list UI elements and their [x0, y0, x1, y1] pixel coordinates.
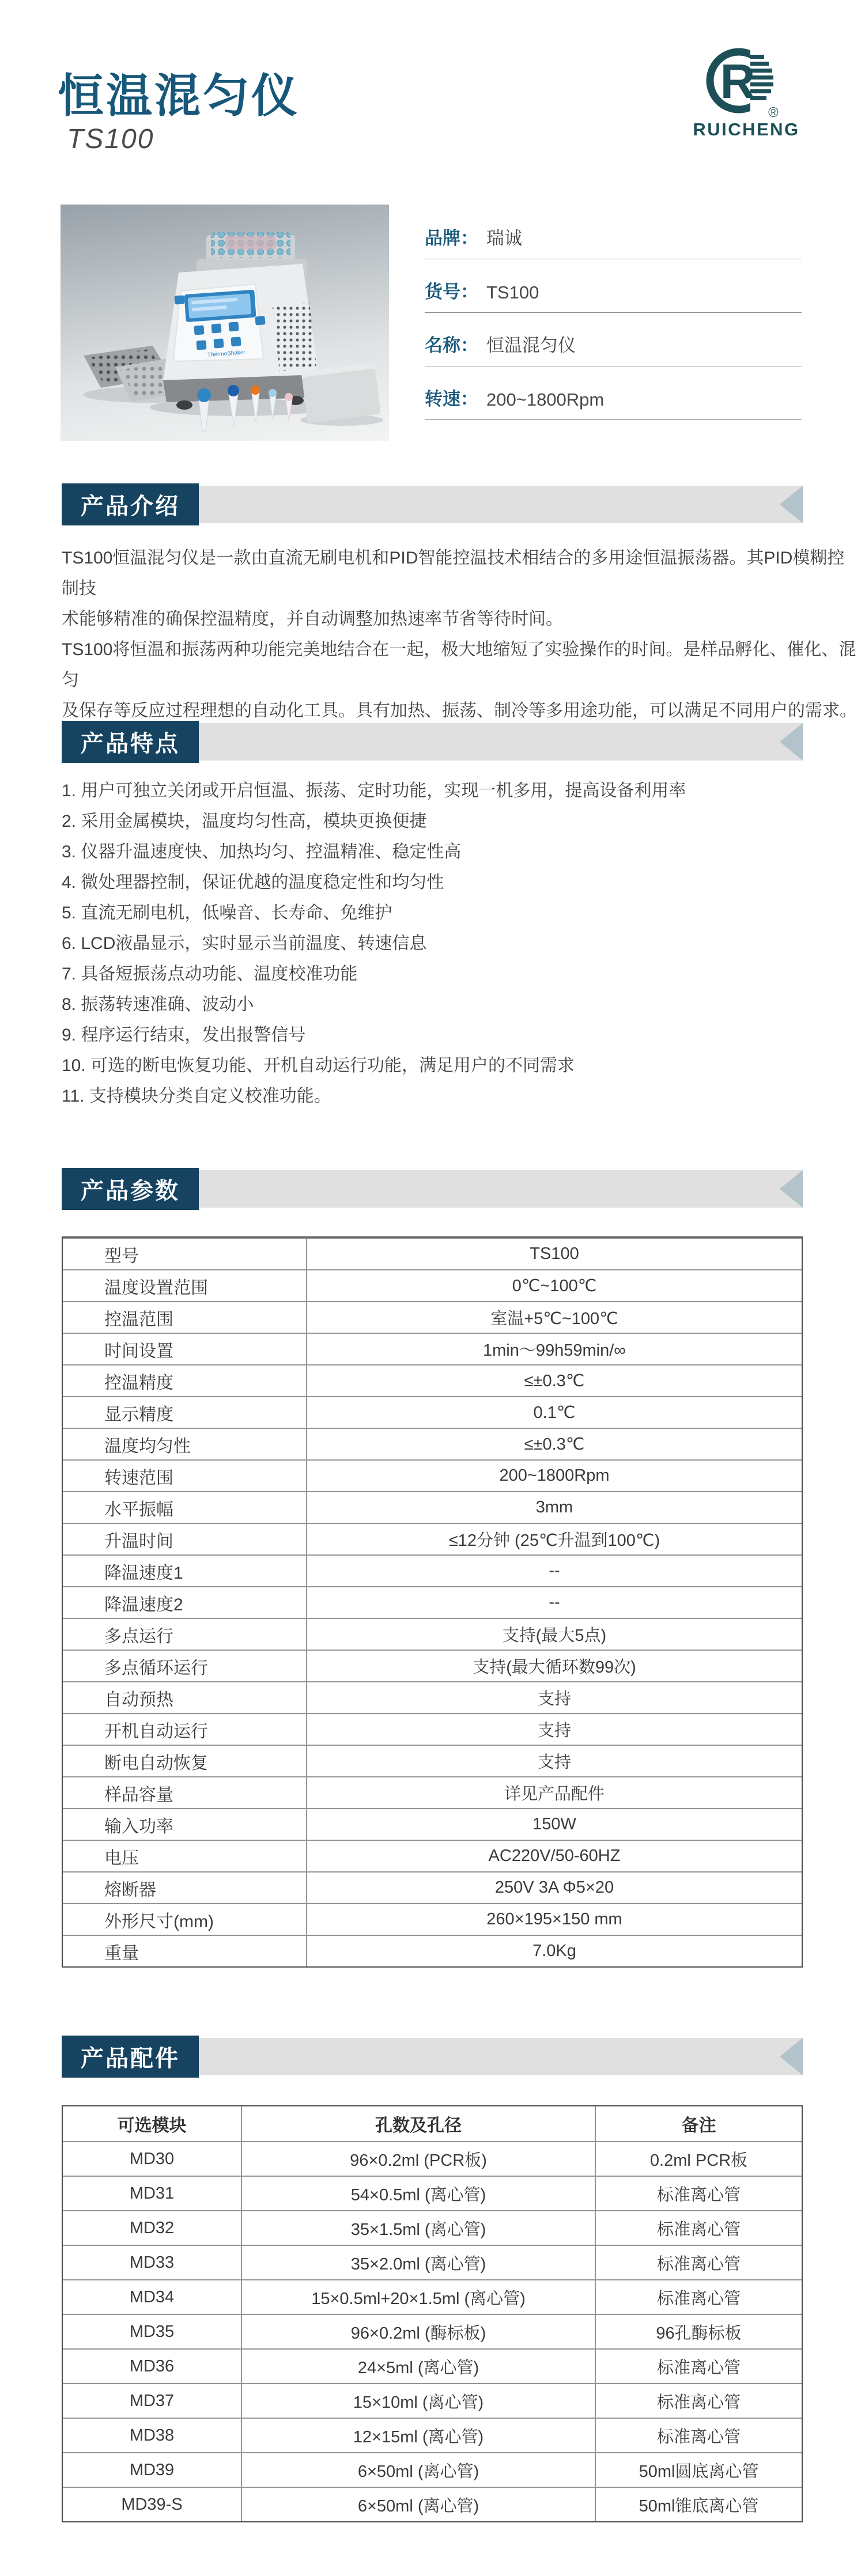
accessory-spec: 24×5ml (离心管): [242, 2350, 596, 2383]
accessory-note: 0.2ml PCR板: [649, 2151, 748, 2170]
accessory-spec: 15×0.5ml+20×1.5ml (离心管): [242, 2280, 596, 2314]
accessory-spec: 35×1.5ml (离心管): [242, 2211, 596, 2245]
accessories-header-module: 可选模块: [63, 2106, 242, 2141]
product-info-label: 名称：: [425, 335, 478, 355]
parameter-value: 支持: [537, 1753, 571, 1772]
ruicheng-logo-icon: [686, 43, 807, 142]
accessories-row: [63, 2245, 802, 2279]
accessory-note: 50ml圆底离心管: [639, 2462, 759, 2481]
svg-text:®: ®: [768, 105, 779, 120]
feature-item: 6. LCD液晶显示，实时显示当前温度、转速信息: [62, 934, 427, 953]
accessory-note: 标准离心管: [656, 2427, 741, 2446]
accessories-row: [63, 2383, 802, 2418]
svg-text:R: R: [720, 54, 756, 108]
feature-item: 5. 直流无刷电机，低噪音、长寿命、免维护: [62, 903, 392, 922]
accessory-spec: 96×0.2ml (酶标板): [242, 2315, 596, 2348]
product-photo: [61, 205, 389, 441]
accessory-model: MD32: [63, 2211, 242, 2245]
parameter-label: 自动预热: [63, 1682, 307, 1713]
accessory-model: MD36: [63, 2350, 242, 2383]
intro-paragraphs: [62, 543, 857, 726]
parameter-row: [63, 1554, 802, 1586]
feature-item: 4. 微处理器控制，保证优越的温度稳定性和均匀性: [62, 873, 444, 892]
section-header-features: [62, 723, 803, 761]
parameter-value: 支持(最大循环数99次): [473, 1658, 636, 1677]
parameter-row: [63, 1681, 802, 1713]
accessories-header-note: 备注: [681, 2116, 716, 2135]
parameter-row: [63, 1586, 802, 1618]
parameter-value: 支持(最大5点): [502, 1626, 607, 1645]
accessory-spec: 6×50ml (离心管): [242, 2488, 596, 2521]
intro-line: TS100恒温混匀仪是一款由直流无刷电机和PID智能控温技术相结合的多用途恒温振荡器。其PID模糊控制技: [62, 549, 845, 598]
parameter-value: 1min～99h59min/∞: [483, 1341, 626, 1360]
accessories-row: [63, 2418, 802, 2452]
parameter-label: 降温速度1: [63, 1556, 307, 1586]
parameter-value: 150W: [532, 1815, 576, 1833]
parameter-value: 260×195×150 mm: [486, 1910, 622, 1928]
feature-item: 9. 程序运行结束，发出报警信号: [62, 1026, 306, 1045]
parameter-row: [63, 1301, 802, 1333]
section-header-accessories: [62, 2038, 803, 2075]
parameter-label: 型号: [63, 1239, 307, 1269]
accessory-spec: 6×50ml (离心管): [242, 2453, 596, 2487]
accessory-note: 标准离心管: [656, 2255, 741, 2274]
parameter-label: 样品容量: [63, 1777, 307, 1808]
section-title-params: 产品参数: [62, 1168, 199, 1210]
parameter-label: 水平振幅: [63, 1492, 307, 1523]
parameter-row: [63, 1935, 802, 1966]
parameter-row: [63, 1713, 802, 1745]
accessories-row: [63, 2279, 802, 2314]
accessories-table: [62, 2105, 803, 2522]
parameter-label: 输入功率: [63, 1809, 307, 1840]
parameter-row: [63, 1871, 802, 1903]
feature-item: 10. 可选的断电恢复功能、开机自动运行功能，满足用户的不同需求: [62, 1056, 575, 1075]
product-info-value: TS100: [486, 282, 539, 302]
section-title-intro: 产品介绍: [62, 483, 199, 525]
parameter-label: 多点运行: [63, 1619, 307, 1650]
accessories-header-spec: 孔数及孔径: [242, 2106, 596, 2141]
parameter-value: 0.1℃: [533, 1404, 576, 1422]
parameter-row: [63, 1364, 802, 1396]
intro-line: 术能够精准的确保控温精度，并自动调整加热速率节省等待时间。: [62, 610, 563, 629]
accessory-note: 50ml锥底离心管: [639, 2496, 759, 2516]
product-info-row: [425, 366, 802, 420]
parameter-label: 控温精度: [63, 1365, 307, 1396]
parameter-row: [63, 1269, 802, 1301]
accessories-row: [63, 2176, 802, 2210]
feature-list: [62, 776, 857, 1111]
product-info-table: [425, 206, 802, 420]
accessories-row: [63, 2210, 802, 2245]
parameter-row: [63, 1428, 802, 1459]
section-title-features: 产品特点: [62, 721, 199, 763]
parameter-row: [63, 1808, 802, 1840]
parameter-label: 熔断器: [63, 1873, 307, 1903]
parameter-row: [63, 1650, 802, 1681]
accessory-note: 标准离心管: [656, 2289, 741, 2308]
parameter-row: [63, 1903, 802, 1935]
accessory-note: 标准离心管: [656, 2358, 741, 2377]
accessory-spec: 96×0.2ml (PCR板): [242, 2142, 596, 2176]
feature-item: 3. 仪器升温速度快、加热均匀、控温精准、稳定性高: [62, 842, 462, 861]
parameter-row: [63, 1238, 802, 1269]
intro-line: 及保存等反应过程理想的自动化工具。具有加热、振荡、制冷等多用途功能，可以满足不同用户的需求。: [62, 701, 857, 720]
accessory-model: MD33: [63, 2246, 242, 2279]
parameter-label: 断电自动恢复: [63, 1746, 307, 1776]
parameter-value: 0℃~100℃: [512, 1277, 597, 1295]
product-photo-illustration: [61, 205, 389, 441]
parameter-value: 支持: [537, 1690, 571, 1708]
product-info-value: 200~1800Rpm: [486, 389, 605, 410]
product-info-label: 转速：: [425, 389, 478, 409]
parameter-label: 控温范围: [63, 1302, 307, 1333]
product-info-value: 恒温混匀仪: [486, 335, 576, 355]
parameter-value: 详见产品配件: [504, 1785, 605, 1803]
accessory-spec: 54×0.5ml (离心管): [242, 2177, 596, 2210]
feature-item: 11. 支持模块分类自定义校准功能。: [62, 1087, 331, 1106]
parameter-label: 升温时间: [63, 1524, 307, 1554]
section-title-accessories: 产品配件: [62, 2036, 199, 2078]
accessories-row: [63, 2452, 802, 2487]
parameter-row: [63, 1523, 802, 1554]
parameter-value: --: [549, 1561, 560, 1580]
accessory-note: 标准离心管: [656, 2185, 741, 2204]
accessory-note: 标准离心管: [656, 2393, 741, 2412]
accessory-model: MD38: [63, 2419, 242, 2452]
accessory-model: MD37: [63, 2384, 242, 2418]
parameter-value: ≤12分钟 (25℃升温到100℃): [448, 1531, 660, 1550]
parameter-row: [63, 1840, 802, 1871]
brand-logo-icon: [686, 43, 807, 142]
intro-line: TS100将恒温和振荡两种功能完美地结合在一起，极大地缩短了实验操作的时间。是样品孵化、催化、混匀: [62, 640, 856, 690]
parameter-value: ≤±0.3℃: [524, 1372, 585, 1390]
parameter-value: 3mm: [535, 1498, 573, 1516]
accessory-model: MD35: [63, 2315, 242, 2348]
accessory-model: MD34: [63, 2280, 242, 2314]
parameter-row: [63, 1396, 802, 1428]
product-info-label: 品牌：: [425, 228, 478, 248]
accessory-spec: 15×10ml (离心管): [242, 2384, 596, 2418]
feature-item: 8. 振荡转速准确、波动小: [62, 995, 254, 1014]
product-info-row: [425, 206, 802, 259]
accessory-model: MD30: [63, 2142, 242, 2176]
accessory-model: MD39-S: [63, 2488, 242, 2521]
accessory-note: 标准离心管: [656, 2220, 741, 2239]
parameter-row: [63, 1333, 802, 1364]
parameter-row: [63, 1459, 802, 1491]
section-header-params: [62, 1170, 803, 1208]
feature-item: 1. 用户可独立关闭或开启恒温、振荡、定时功能，实现一机多用，提高设备利用率: [62, 781, 686, 800]
accessories-row: [63, 2487, 802, 2521]
product-info-row: [425, 259, 802, 313]
parameter-label: 显示精度: [63, 1397, 307, 1428]
parameter-label: 时间设置: [63, 1334, 307, 1364]
svg-text:ThermoShaker: ThermoShaker: [207, 349, 246, 358]
parameter-label: 转速范围: [63, 1461, 307, 1491]
parameter-value: 支持: [537, 1722, 571, 1740]
page-model: TS100: [67, 124, 154, 154]
parameter-row: [63, 1491, 802, 1523]
product-info-row: [425, 313, 802, 366]
accessory-model: MD39: [63, 2453, 242, 2487]
parameter-value: 室温+5℃~100℃: [490, 1310, 618, 1328]
accessory-model: MD31: [63, 2177, 242, 2210]
parameter-value: TS100: [530, 1245, 579, 1263]
accessory-note: 96孔酶标板: [656, 2324, 742, 2343]
parameter-row: [63, 1618, 802, 1650]
feature-item: 7. 具备短振荡点动功能、温度校准功能: [62, 964, 358, 984]
parameter-label: 温度设置范围: [63, 1270, 307, 1301]
accessories-row: [63, 2348, 802, 2383]
product-info-value: 瑞诚: [486, 228, 522, 248]
product-info-label: 货号：: [425, 282, 478, 302]
parameter-label: 开机自动运行: [63, 1714, 307, 1745]
accessories-row: [63, 2314, 802, 2348]
svg-text:RUICHENG: RUICHENG: [693, 119, 800, 139]
feature-item: 2. 采用金属模块，温度均匀性高，模块更换便捷: [62, 812, 427, 831]
parameter-label: 重量: [63, 1936, 307, 1966]
parameter-value: AC220V/50-60HZ: [488, 1847, 621, 1865]
parameter-row: [63, 1745, 802, 1776]
parameter-label: 温度均匀性: [63, 1429, 307, 1459]
parameter-value: ≤±0.3℃: [524, 1435, 585, 1454]
parameter-label: 多点循环运行: [63, 1651, 307, 1681]
parameter-value: 200~1800Rpm: [499, 1466, 610, 1485]
parameters-table: [62, 1236, 803, 1968]
accessory-spec: 12×15ml (离心管): [242, 2419, 596, 2452]
section-header-intro: [62, 486, 803, 523]
parameter-value: 250V 3A Φ5×20: [494, 1878, 614, 1897]
parameter-value: --: [549, 1593, 560, 1612]
page-title: 恒温混匀仪: [58, 70, 300, 122]
parameter-label: 电压: [63, 1841, 307, 1871]
accessories-header-row: [63, 2106, 802, 2141]
accessories-row: [63, 2141, 802, 2176]
parameter-row: [63, 1776, 802, 1808]
parameter-value: 7.0Kg: [532, 1942, 576, 1960]
accessory-spec: 35×2.0ml (离心管): [242, 2246, 596, 2279]
parameter-label: 降温速度2: [63, 1587, 307, 1618]
parameter-label: 外形尺寸(mm): [63, 1904, 307, 1935]
